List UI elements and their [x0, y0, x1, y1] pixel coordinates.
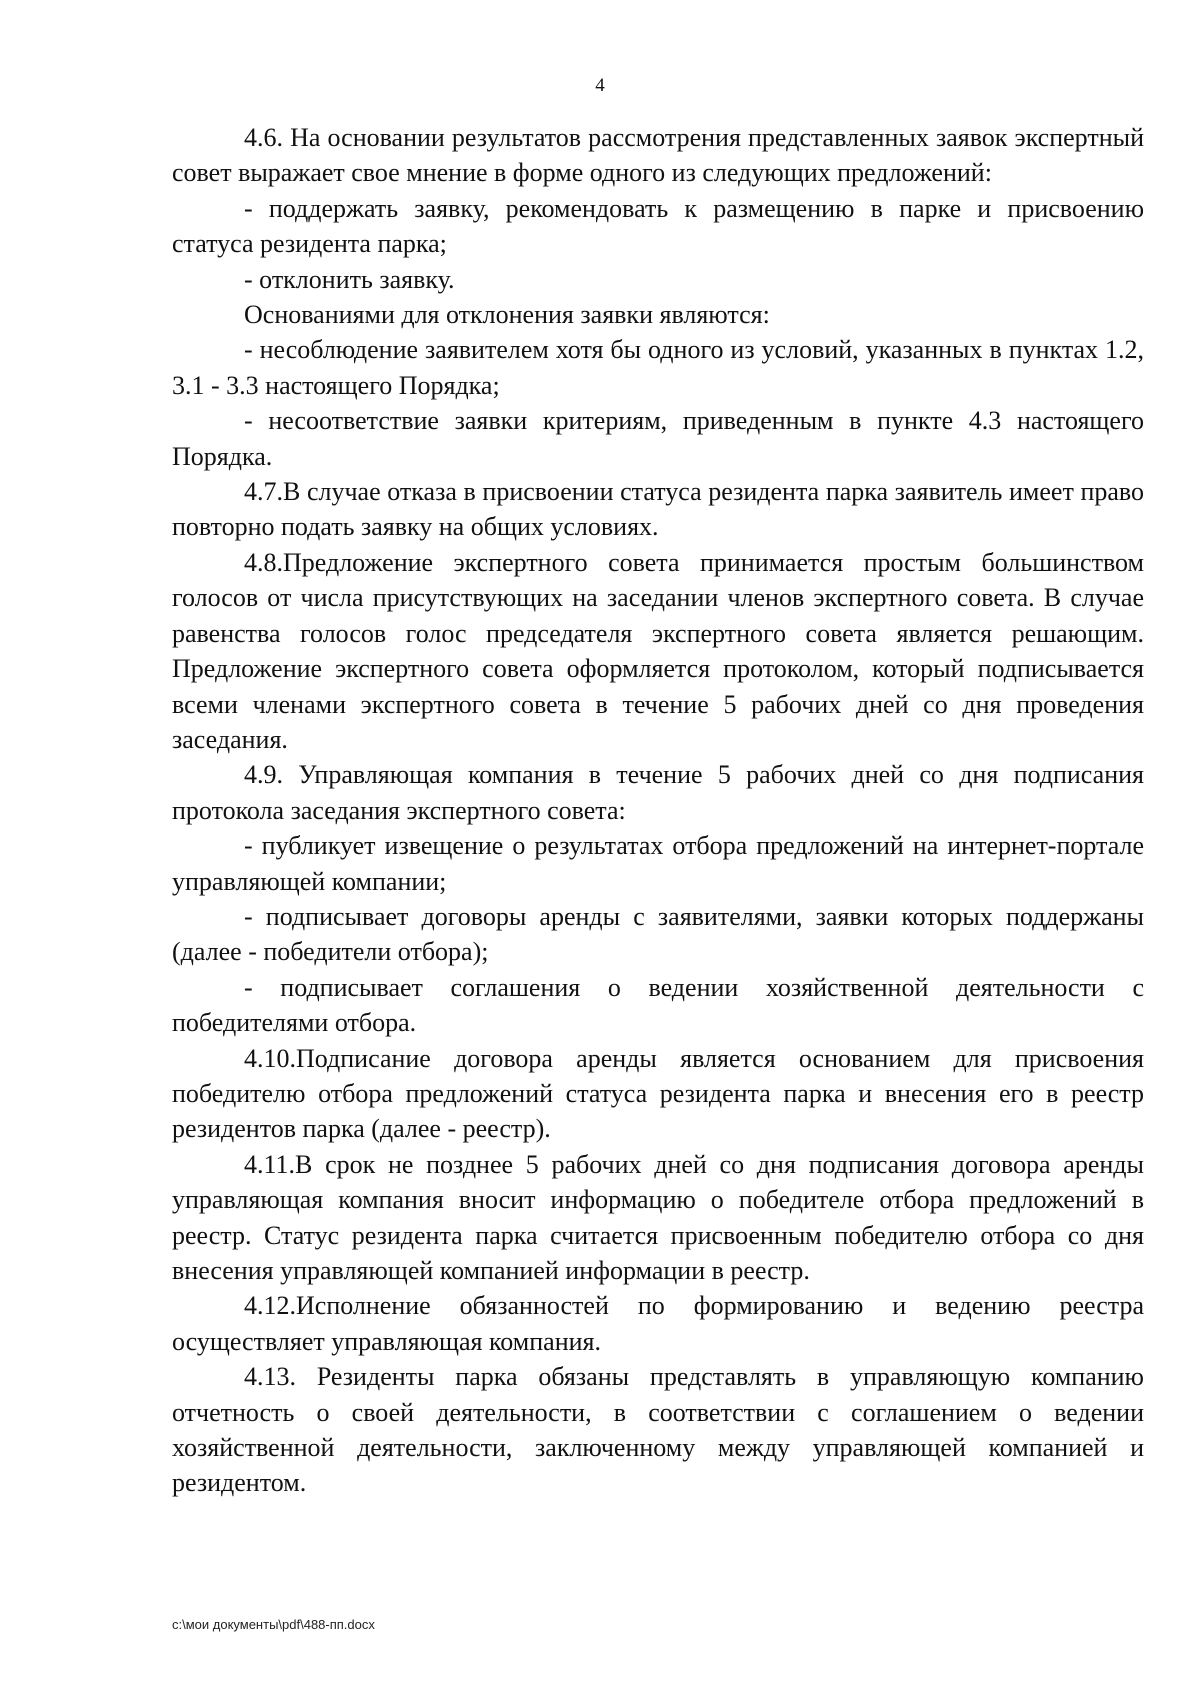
paragraph-4-7: 4.7.В случае отказа в присвоении статуса резидента парка заявитель имеет право повторно подать заявку на общих условиях. — [172, 477, 1144, 542]
paragraph-4-9-lease: - подписывает договоры аренды с заявителями, заявки которых поддержаны (далее - победители отбора); — [172, 901, 1144, 967]
paragraph-rejection-ground-2: - несоответствие заявки критериям, приведенным в пункте 4.3 настоящего Порядка. — [172, 406, 1144, 471]
paragraph-4-11: 4.11.В срок не позднее 5 рабочих дней со дня подписания договора аренды управляющая компания вносит информацию о победителе отбора предложений в реестр. Статус резидента парка считается присвоенным победителю отбора со дня внесения управляющей компанией информации в реестр. — [172, 1149, 1144, 1285]
page-number: 4 — [595, 75, 605, 96]
document-body — [172, 120, 1144, 1501]
paragraph-4-8: 4.8.Предложение экспертного совета принимается простым большинством голосов от числа присутствующих на заседании членов экспертного совета. В случае равенства голосов голос председателя экспертного совета является решающим. Предложение экспертного совета оформляется протоколом, который подписывается всеми членами экспертного совета в течение 5 рабочих дней со дня проведения заседания. — [172, 547, 1144, 754]
footer-file-path: c:\мои документы\pdf\488-пп.docx — [172, 1617, 375, 1632]
paragraph-4-6-option-reject: - отклонить заявку. — [244, 264, 455, 294]
paragraph-4-9: 4.9. Управляющая компания в течение 5 рабочих дней со дня подписания протокола заседания экспертного совета: — [172, 760, 1144, 825]
paragraph-4-9-agreement: - подписывает соглашения о ведении хозяйственной деятельности с победителями отбора. — [172, 972, 1144, 1038]
paragraph-4-13: 4.13. Резиденты парка обязаны представлять в управляющую компанию отчетность о своей деятельности, в соответствии с соглашением о ведении хозяйственной деятельности, заключенному между управляющей компанией и резидентом. — [172, 1362, 1144, 1498]
paragraph-4-10: 4.10.Подписание договора аренды является основанием для присвоения победителю отбора предложений статуса резидента парка и внесения его в реестр резидентов парка (далее - реестр). — [172, 1043, 1144, 1144]
paragraph-rejection-ground-1: - несоблюдение заявителем хотя бы одного из условий, указанных в пунктах 1.2, 3.1 - 3.3 настоящего Порядка; — [172, 335, 1144, 400]
paragraph-rejection-grounds: Основаниями для отклонения заявки являются: — [244, 300, 770, 330]
paragraph-4-6: 4.6. На основании результатов рассмотрения представленных заявок экспертный совет выражает свое мнение в форме одного из следующих предложений: — [172, 123, 1144, 188]
paragraph-4-9-publish: - публикует извещение о результатах отбора предложений на интернет-портале управляющей компании; — [172, 831, 1144, 896]
paragraph-4-12: 4.12.Исполнение обязанностей по формированию и ведению реестра осуществляет управляющая компания. — [172, 1291, 1144, 1356]
paragraph-4-6-option-support: - поддержать заявку, рекомендовать к размещению в парке и присвоению статуса резидента парка; — [172, 193, 1144, 259]
